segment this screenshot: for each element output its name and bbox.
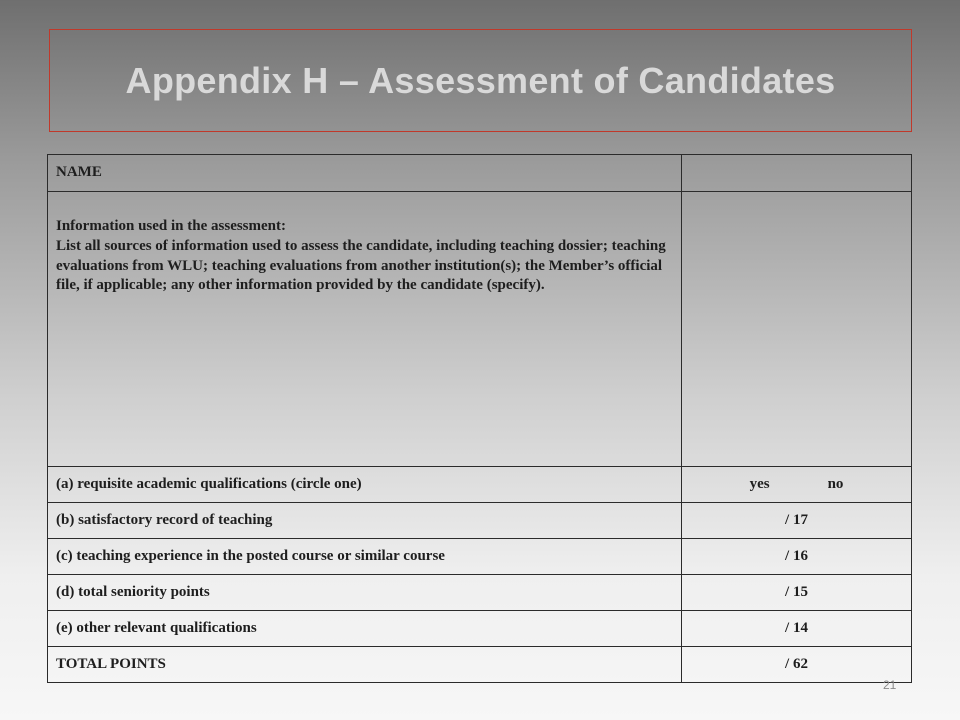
qualifications-label: (a) requisite academic qualifications (circle one) (48, 467, 682, 503)
qualifications-choice-cell (682, 467, 912, 503)
table-row-information (48, 192, 912, 467)
table-row-total (48, 647, 912, 683)
criterion-label: (b) satisfactory record of teaching (48, 503, 682, 539)
information-heading: Information used in the assessment: (56, 218, 287, 234)
option-no[interactable]: no (827, 475, 844, 492)
table-row-teaching-experience (48, 539, 912, 575)
assessment-table (47, 154, 912, 683)
table-row-qualifications (48, 467, 912, 503)
table-row-seniority (48, 575, 912, 611)
table-row-name (48, 155, 912, 192)
criterion-label: (e) other relevant qualifications (48, 611, 682, 647)
slide-number: 21 (883, 678, 897, 692)
table-row-other-qualifications (48, 611, 912, 647)
criterion-score[interactable]: / 15 (682, 575, 912, 611)
information-cell (48, 192, 682, 467)
criterion-score[interactable]: / 16 (682, 539, 912, 575)
slide-title-box (49, 29, 912, 132)
total-score[interactable]: / 62 (682, 647, 912, 683)
criterion-score[interactable]: / 14 (682, 611, 912, 647)
information-body: List all sources of information used to assess the candidate, including teaching dossier; teaching evaluations from WLU; teaching evaluations from another institution(s); the Member’s official file, if applicable; any other information provided by the candidate (specify). (56, 237, 666, 294)
criterion-score[interactable]: / 17 (682, 503, 912, 539)
name-value-cell[interactable] (682, 155, 912, 192)
option-yes[interactable]: yes (749, 475, 770, 492)
slide-title: Appendix H – Assessment of Candidates (125, 59, 836, 101)
name-label: NAME (48, 155, 682, 192)
total-label: TOTAL POINTS (48, 647, 682, 683)
information-value-cell[interactable] (682, 192, 912, 467)
table-row-teaching-record (48, 503, 912, 539)
criterion-label: (d) total seniority points (48, 575, 682, 611)
criterion-label: (c) teaching experience in the posted course or similar course (48, 539, 682, 575)
